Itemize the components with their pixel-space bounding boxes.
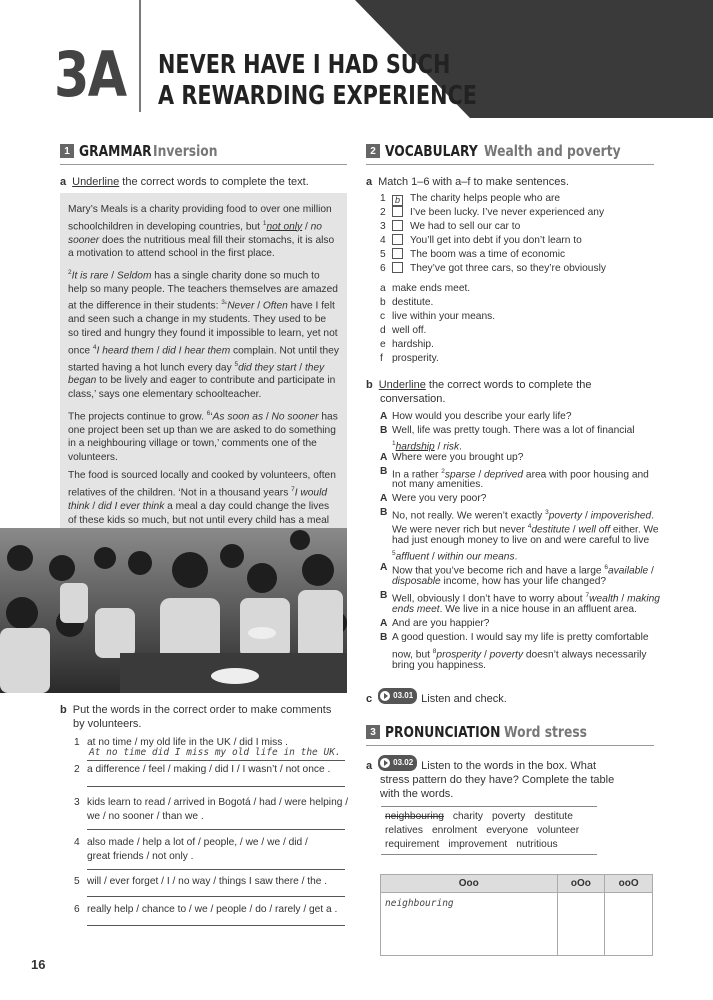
section-title: PRONUNCIATION: [385, 723, 501, 741]
option[interactable]: Seldom: [116, 270, 152, 282]
answer-line[interactable]: [87, 786, 345, 787]
vocab-a-instruction: a Match 1–6 with a–f to make sentences.: [366, 176, 569, 188]
match-item: 2 I’ve been lucky. I’ve never experienced any: [380, 207, 605, 218]
option[interactable]: Often: [262, 300, 288, 312]
paragraph: Mary’s Meals is a charity providing food to over one million schoolchildren in developing countries, but $^1$not only / no sooner does the nutritious meal fill their stomachs, it is also a motivation to attend school in the first place.: [68, 204, 335, 260]
ending-item: c live within your means.: [380, 311, 496, 322]
section-number: 2: [366, 144, 380, 158]
match-item: 1 b The charity helps people who are: [380, 193, 561, 205]
option[interactable]: well off: [578, 524, 611, 536]
divider: [366, 745, 654, 746]
option[interactable]: they began: [68, 361, 325, 387]
ending-item: b destitute.: [380, 297, 434, 308]
divider: [60, 164, 347, 165]
pronunciation-a-instruction: a 03.02 Listen to the words in the box. What stress pattern do they have? Complete the table with the words.: [366, 755, 614, 801]
audio-play-button[interactable]: 03.01: [378, 688, 417, 704]
word: neighbouring: [385, 811, 444, 822]
answer-line[interactable]: [87, 896, 345, 897]
word: poverty: [491, 811, 526, 822]
match-item: 5 The boom was a time of economic: [380, 249, 566, 260]
answer-line[interactable]: [87, 829, 345, 830]
grammar-b-instruction: b Put the words in the correct order to make comments by volunteers.: [60, 704, 332, 730]
word: volunteer: [537, 825, 580, 836]
grammar-text-box: [60, 193, 347, 529]
ending-item: e hardship.: [380, 339, 434, 350]
answer-box[interactable]: b: [392, 195, 403, 206]
vocab-b-instruction: b Underline the correct words to complete the conversation.: [366, 379, 592, 405]
section-subtitle: Word stress: [503, 723, 587, 741]
word: requirement: [385, 839, 440, 850]
answer-box[interactable]: [392, 248, 403, 259]
play-icon: [380, 691, 390, 701]
answer-line[interactable]: [87, 925, 345, 926]
divider: [366, 164, 654, 165]
section-title: GRAMMAR: [79, 142, 152, 160]
option[interactable]: I heard them: [96, 344, 154, 356]
option[interactable]: As soon as: [212, 411, 264, 423]
ending-item: d well off.: [380, 325, 427, 336]
answer-box[interactable]: [392, 234, 403, 245]
ending-item: f prosperity.: [380, 353, 439, 364]
unit-number: 3A: [54, 38, 126, 111]
vocab-c-instruction: c 03.01 Listen and check.: [366, 688, 507, 706]
word: relatives: [385, 825, 423, 836]
stress-table: [380, 874, 653, 956]
vocabulary-heading: [366, 141, 651, 161]
table-cell[interactable]: [557, 893, 605, 956]
option[interactable]: did I ever think: [98, 501, 165, 513]
option[interactable]: within our means: [437, 551, 515, 563]
play-icon: [380, 758, 390, 768]
table-cell[interactable]: [381, 893, 558, 956]
option[interactable]: Never: [227, 300, 255, 312]
grammar-heading: [60, 141, 232, 161]
children-photo: [0, 528, 347, 693]
pronunciation-heading: [366, 722, 605, 742]
section-number: 1: [60, 144, 74, 158]
word: everyone: [486, 825, 529, 836]
paragraph: The food is sourced locally and cooked by volunteers, often relatives of the children. ‘Not in a thousand years $^7$I would think / did I ever think a meal a day could change the lives of these kids so much, but not until every child has a meal: [68, 469, 339, 557]
answer-box[interactable]: [392, 262, 403, 273]
section-title: VOCABULARY: [385, 142, 478, 160]
option[interactable]: affluent: [395, 551, 430, 563]
paragraph: The projects continue to grow. $^6$‘As soon as / No sooner has one project been set up than we are asked to do something in a neighbouring village or town,’ comments one of the volunteers.: [68, 409, 338, 463]
answer-box[interactable]: [392, 206, 403, 217]
option[interactable]: did they start: [238, 361, 297, 373]
word: nutritious: [516, 839, 558, 850]
option[interactable]: prosperity: [436, 649, 482, 661]
option[interactable]: no sooner: [68, 220, 322, 246]
answer-line[interactable]: [87, 869, 345, 870]
match-item: 6 They’ve got three cars, so they’re obviously: [380, 263, 606, 274]
table-cell[interactable]: [605, 893, 653, 956]
column-header: oOo: [557, 875, 605, 893]
option[interactable]: did I hear them: [162, 344, 231, 356]
word: improvement: [448, 839, 508, 850]
option[interactable]: I would think: [68, 487, 328, 513]
option[interactable]: making: [627, 593, 660, 605]
paragraph: $^2$It is rare / Seldom has a single charity done so much to help so many people. The teachers themselves are amazed at the difference in their students: $^3$‘Never / Often have I felt and seen such a change in my students. They used to be so tired and hungry they found it impossible to learn, yet not once $^4$I heard them / did I hear them complain. Not until they started having a hot lunch every day $^5$did they start / they began to be lively and eager to contribute and participate in class,’ says one elementary schoolteacher.: [68, 268, 339, 401]
word-box: [381, 806, 597, 855]
option[interactable]: available: [608, 565, 649, 577]
option[interactable]: destitute: [531, 524, 570, 536]
match-item: 4 You’ll get into debt if you don’t learn to: [380, 235, 582, 246]
option[interactable]: poverty: [489, 649, 524, 661]
handwritten-answer: neighbouring: [385, 898, 454, 909]
word: charity: [452, 811, 483, 822]
audio-play-button[interactable]: 03.02: [378, 755, 417, 771]
column-header: Ooo: [381, 875, 558, 893]
unit-title: NEVER HAVE I HAD SUCH A REWARDING EXPERIENCE: [158, 50, 477, 111]
word: enrolment: [431, 825, 478, 836]
option[interactable]: risk: [443, 441, 460, 453]
option[interactable]: It is rare: [71, 270, 109, 282]
option[interactable]: hardship: [395, 441, 435, 453]
match-item: 3 We had to sell our car to: [380, 221, 521, 232]
handwritten-answer: At no time did I miss my old life in the UK.: [89, 747, 341, 758]
option[interactable]: deprived: [483, 469, 524, 481]
option[interactable]: not only: [266, 220, 303, 232]
column-header: ooO: [605, 875, 653, 893]
option[interactable]: No sooner: [271, 411, 319, 423]
grammar-a-instruction: a Underline the correct words to complete the text.: [60, 176, 309, 188]
section-subtitle: Inversion: [153, 142, 218, 160]
ending-item: a make ends meet.: [380, 283, 471, 294]
page-number: 16: [31, 957, 46, 972]
section-number: 3: [366, 725, 380, 739]
answer-line[interactable]: [87, 760, 345, 761]
option[interactable]: impoverished: [590, 510, 652, 522]
option[interactable]: poverty: [548, 510, 583, 522]
option[interactable]: wealth: [589, 593, 619, 605]
option[interactable]: disposable: [392, 576, 441, 587]
section-subtitle: Wealth and poverty: [484, 142, 621, 160]
option[interactable]: sparse: [444, 469, 476, 481]
word: destitute: [534, 811, 573, 822]
answer-box[interactable]: [392, 220, 403, 231]
